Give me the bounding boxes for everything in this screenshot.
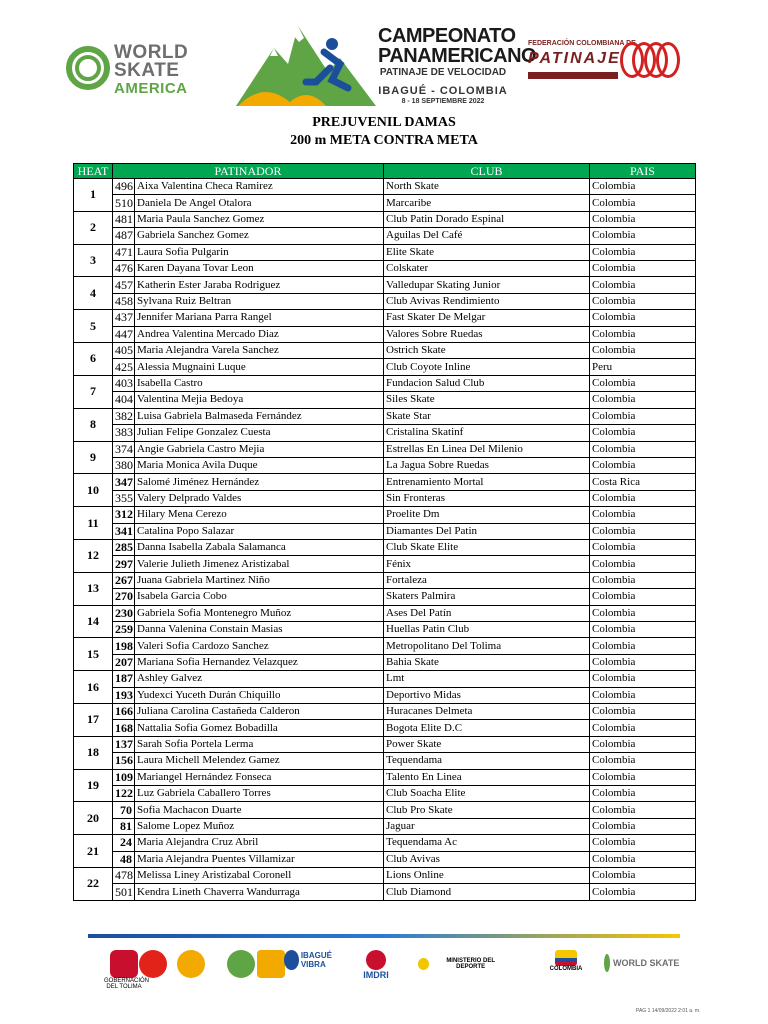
skater-number: 458 — [113, 293, 135, 309]
skater-name: Juana Gabriela Martinez Niño — [135, 572, 384, 588]
imdri-icon — [366, 950, 386, 970]
club-name: Skaters Palmira — [384, 589, 590, 605]
sponsor-logo — [256, 950, 286, 994]
skater-number: 122 — [113, 786, 135, 802]
ministerio-crest-icon — [418, 958, 429, 970]
skater-name: Maria Monica Avila Duque — [135, 457, 384, 473]
table-row — [74, 457, 696, 473]
table-row — [74, 261, 696, 277]
sponsor-icon — [139, 950, 167, 978]
table-row — [74, 507, 696, 523]
table-row — [74, 425, 696, 441]
table-row — [74, 884, 696, 900]
heat-number: 6 — [74, 343, 113, 376]
heat-number: 7 — [74, 375, 113, 408]
table-row — [74, 671, 696, 687]
table-row — [74, 654, 696, 670]
club-name: Club Patin Dorado Espinal — [384, 211, 590, 227]
skater-name: Danna Isabella Zabala Salamanca — [135, 539, 384, 555]
skater-name: Valerie Julieth Jimenez Aristizabal — [135, 556, 384, 572]
skater-name: Salome Lopez Muñoz — [135, 818, 384, 834]
race-title: 200 m META CONTRA META — [290, 133, 478, 148]
ibague-vibra-logo — [284, 950, 344, 994]
table-row — [74, 868, 696, 884]
club-name: Huracanes Delmeta — [384, 704, 590, 720]
skater-number: 471 — [113, 244, 135, 260]
club-name: Club Avivas Rendimiento — [384, 293, 590, 309]
heat-number: 8 — [74, 408, 113, 441]
country-name: Colombia — [590, 704, 696, 720]
page-header — [0, 0, 768, 112]
skater-number: 198 — [113, 638, 135, 654]
skater-number: 230 — [113, 605, 135, 621]
footer-logo-label: IBAGUÉ VIBRA — [300, 951, 332, 969]
club-name: Talento En Linea — [384, 769, 590, 785]
country-name: Colombia — [590, 687, 696, 703]
skater-number: 501 — [113, 884, 135, 900]
skater-name: Laura Michell Melendez Gamez — [135, 753, 384, 769]
country-name: Colombia — [590, 195, 696, 211]
skater-name: Andrea Valentina Mercado Diaz — [135, 326, 384, 342]
skater-number: 81 — [113, 818, 135, 834]
skater-name: Ashley Galvez — [135, 671, 384, 687]
footer-logo-label: IMDRI — [363, 970, 389, 980]
skater-number: 347 — [113, 474, 135, 490]
skater-number: 447 — [113, 326, 135, 342]
club-name: Club Coyote Inline — [384, 359, 590, 375]
table-row — [74, 359, 696, 375]
table-row — [74, 228, 696, 244]
skater-number: 510 — [113, 195, 135, 211]
table-row — [74, 326, 696, 342]
ministerio-deporte-logo — [418, 950, 508, 994]
skater-number: 267 — [113, 572, 135, 588]
skater-number: 404 — [113, 392, 135, 408]
club-name: Marcaribe — [384, 195, 590, 211]
sponsor-logo — [176, 950, 206, 994]
skater-name: Katherin Ester Jaraba Rodriguez — [135, 277, 384, 293]
heat-number: 5 — [74, 310, 113, 343]
skater-number: 380 — [113, 457, 135, 473]
skater-name: Valentina Mejia Bedoya — [135, 392, 384, 408]
wheel-icon — [656, 42, 680, 78]
skater-number: 168 — [113, 720, 135, 736]
club-name: Aguilas Del Café — [384, 228, 590, 244]
category-title: PREJUVENIL DAMAS — [312, 115, 456, 130]
club-name: Lmt — [384, 671, 590, 687]
heat-number: 1 — [74, 179, 113, 212]
crest-icon — [110, 950, 138, 978]
federation-stripe — [528, 72, 618, 79]
federation-patinaje: PATINAJE — [528, 50, 621, 67]
skater-number: 70 — [113, 802, 135, 818]
club-name: Ases Del Patín — [384, 605, 590, 621]
sponsor-icon — [257, 950, 285, 978]
table-row — [74, 769, 696, 785]
table-row — [74, 753, 696, 769]
country-name: Colombia — [590, 621, 696, 637]
country-name: Colombia — [590, 539, 696, 555]
column-header-heat: HEAT — [74, 164, 113, 179]
table-row — [74, 392, 696, 408]
heat-number: 3 — [74, 244, 113, 277]
country-name: Colombia — [590, 310, 696, 326]
skater-number: 187 — [113, 671, 135, 687]
table-row — [74, 523, 696, 539]
skater-number: 481 — [113, 211, 135, 227]
skater-name: Luisa Gabriela Balmaseda Fernández — [135, 408, 384, 424]
country-name: Colombia — [590, 720, 696, 736]
table-row — [74, 408, 696, 424]
country-name: Colombia — [590, 392, 696, 408]
skater-name: Salomé Jiménez Hernández — [135, 474, 384, 490]
skater-name: Sylvana Ruiz Beltran — [135, 293, 384, 309]
country-name: Colombia — [590, 343, 696, 359]
club-name: Tequendama — [384, 753, 590, 769]
table-row — [74, 277, 696, 293]
club-name: Tequendama Ac — [384, 835, 590, 851]
sponsor-logo — [226, 950, 256, 994]
country-name: Colombia — [590, 523, 696, 539]
table-row — [74, 720, 696, 736]
table-header-row — [74, 164, 696, 179]
country-name: Colombia — [590, 589, 696, 605]
skater-number: 297 — [113, 556, 135, 572]
club-name: Power Skate — [384, 736, 590, 752]
club-name: Club Diamond — [384, 884, 590, 900]
skater-name: Gabriela Sanchez Gomez — [135, 228, 384, 244]
country-name: Colombia — [590, 326, 696, 342]
club-name: Cristalina Skatinf — [384, 425, 590, 441]
skater-name: Valery Delprado Valdes — [135, 490, 384, 506]
table-row — [74, 802, 696, 818]
world-skate-ring-icon — [604, 954, 610, 972]
country-name: Colombia — [590, 408, 696, 424]
footer-logo-label: WORLD SKATE — [613, 958, 680, 968]
event-location: IBAGUÉ - COLOMBIA — [378, 85, 508, 97]
skater-number: 259 — [113, 621, 135, 637]
skater-name: Julian Felipe Gonzalez Cuesta — [135, 425, 384, 441]
skater-number: 341 — [113, 523, 135, 539]
table-row — [74, 687, 696, 703]
skater-name: Danna Valenina Constain Masias — [135, 621, 384, 637]
country-name: Colombia — [590, 228, 696, 244]
table-row — [74, 835, 696, 851]
club-name: Club Pro Skate — [384, 802, 590, 818]
table-row — [74, 293, 696, 309]
sponsor-logo — [138, 950, 168, 994]
footer-logo-label: COLOMBIA — [549, 966, 583, 972]
skater-name: Alessia Mugnaini Luque — [135, 359, 384, 375]
heat-number: 12 — [74, 539, 113, 572]
event-title-block — [378, 25, 537, 106]
skater-name: Maria Alejandra Varela Sanchez — [135, 343, 384, 359]
column-header-club: CLUB — [384, 164, 590, 179]
skater-number: 109 — [113, 769, 135, 785]
club-name: La Jagua Sobre Ruedas — [384, 457, 590, 473]
column-header-patinador: PATINADOR — [113, 164, 384, 179]
club-name: Sin Fronteras — [384, 490, 590, 506]
skater-name: Catalina Popo Salazar — [135, 523, 384, 539]
skater-name: Laura Sofia Pulgarin — [135, 244, 384, 260]
table-row — [74, 605, 696, 621]
heat-number: 17 — [74, 704, 113, 737]
document-titles — [0, 114, 768, 150]
federation-name: FEDERACIÓN COLOMBIANA DE — [528, 40, 636, 47]
country-name: Colombia — [590, 753, 696, 769]
heat-number: 19 — [74, 769, 113, 802]
skater-name: Jennifer Mariana Parra Rangel — [135, 310, 384, 326]
skater-name: Daniela De Angel Otalora — [135, 195, 384, 211]
heat-number: 4 — [74, 277, 113, 310]
imdri-logo — [356, 950, 396, 994]
table-row — [74, 211, 696, 227]
sponsor-footer — [88, 930, 680, 1010]
country-name: Colombia — [590, 884, 696, 900]
country-name: Colombia — [590, 375, 696, 391]
table-body — [74, 179, 696, 901]
footer-logo-label: MINISTERIO DEL DEPORTE — [446, 958, 495, 970]
country-name: Colombia — [590, 851, 696, 867]
skater-number: 383 — [113, 425, 135, 441]
country-name: Colombia — [590, 769, 696, 785]
club-name: Elite Skate — [384, 244, 590, 260]
club-name: Skate Star — [384, 408, 590, 424]
club-name: Huellas Patin Club — [384, 621, 590, 637]
club-name: Diamantes Del Patin — [384, 523, 590, 539]
skater-number: 355 — [113, 490, 135, 506]
country-name: Colombia — [590, 244, 696, 260]
heat-number: 21 — [74, 835, 113, 868]
skater-number: 270 — [113, 589, 135, 605]
skater-number: 478 — [113, 868, 135, 884]
heats-table — [73, 163, 696, 901]
skater-name: Isabela Garcia Cobo — [135, 589, 384, 605]
skater-name: Mariana Sofia Hernandez Velazquez — [135, 654, 384, 670]
heat-number: 15 — [74, 638, 113, 671]
skater-number: 403 — [113, 375, 135, 391]
club-name: Club Avivas — [384, 851, 590, 867]
skater-number: 24 — [113, 835, 135, 851]
skater-name: Karen Dayana Tovar Leon — [135, 261, 384, 277]
club-name: Bahia Skate — [384, 654, 590, 670]
club-name: Club Skate Elite — [384, 539, 590, 555]
table-row — [74, 638, 696, 654]
skater-number: 207 — [113, 654, 135, 670]
column-header-pais: PAIS — [590, 164, 696, 179]
country-name: Colombia — [590, 835, 696, 851]
table-row — [74, 441, 696, 457]
heat-number: 20 — [74, 802, 113, 835]
country-name: Colombia — [590, 179, 696, 195]
ibague-icon — [284, 950, 299, 970]
table-row — [74, 244, 696, 260]
country-name: Colombia — [590, 425, 696, 441]
table-row — [74, 818, 696, 834]
colombia-olympic-logo — [546, 950, 586, 994]
skater-number: 137 — [113, 736, 135, 752]
skater-name: Maria Alejandra Puentes Villamizar — [135, 851, 384, 867]
country-name: Colombia — [590, 786, 696, 802]
table-row — [74, 310, 696, 326]
heat-number: 2 — [74, 211, 113, 244]
skater-name: Mariangel Hernández Fonseca — [135, 769, 384, 785]
table-row — [74, 474, 696, 490]
club-name: Entrenamiento Mortal — [384, 474, 590, 490]
country-name: Colombia — [590, 277, 696, 293]
skater-number: 312 — [113, 507, 135, 523]
club-name: Siles Skate — [384, 392, 590, 408]
heat-number: 14 — [74, 605, 113, 638]
skater-name: Melissa Liney Aristizabal Coronell — [135, 868, 384, 884]
world-skate-america-logo — [66, 42, 216, 98]
club-name: Jaguar — [384, 818, 590, 834]
skater-number: 374 — [113, 441, 135, 457]
skater-number: 285 — [113, 539, 135, 555]
skater-name: Luz Gabriela Caballero Torres — [135, 786, 384, 802]
heat-number: 16 — [74, 671, 113, 704]
club-name: North Skate — [384, 179, 590, 195]
country-name: Costa Rica — [590, 474, 696, 490]
skater-name: Sarah Sofia Portela Lerma — [135, 736, 384, 752]
club-name: Club Soacha Elite — [384, 786, 590, 802]
country-name: Colombia — [590, 638, 696, 654]
skater-name: Angie Gabriela Castro Mejia — [135, 441, 384, 457]
skater-name: Sofia Machacon Duarte — [135, 802, 384, 818]
skater-number: 487 — [113, 228, 135, 244]
logo-text-line: SKATE — [114, 60, 180, 81]
skater-name: Isabella Castro — [135, 375, 384, 391]
skater-number: 156 — [113, 753, 135, 769]
skater-name: Valeri Sofia Cardozo Sanchez — [135, 638, 384, 654]
skater-name: Maria Paula Sanchez Gomez — [135, 211, 384, 227]
colombia-flag-icon — [555, 950, 577, 966]
country-name: Colombia — [590, 556, 696, 572]
event-discipline: PATINAJE DE VELOCIDAD — [379, 67, 507, 78]
skater-name: Juliana Carolina Castañeda Calderon — [135, 704, 384, 720]
country-name: Colombia — [590, 572, 696, 588]
table-row — [74, 375, 696, 391]
club-name: Fast Skater De Melgar — [384, 310, 590, 326]
table-row — [74, 572, 696, 588]
skater-number: 193 — [113, 687, 135, 703]
skater-name: Aixa Valentina Checa Ramirez — [135, 179, 384, 195]
table-row — [74, 490, 696, 506]
club-name: Fénix — [384, 556, 590, 572]
table-row — [74, 195, 696, 211]
country-name: Colombia — [590, 490, 696, 506]
club-name: Proelite Dm — [384, 507, 590, 523]
event-title-line1: CAMPEONATO — [378, 25, 516, 47]
country-name: Colombia — [590, 457, 696, 473]
skater-number: 476 — [113, 261, 135, 277]
heat-number: 13 — [74, 572, 113, 605]
skater-name: Nattalia Sofia Gomez Bobadilla — [135, 720, 384, 736]
skater-number: 457 — [113, 277, 135, 293]
skater-number: 382 — [113, 408, 135, 424]
event-title-line2: PANAMERICANO — [378, 45, 537, 67]
skater-name: Gabriela Sofia Montenegro Muñoz — [135, 605, 384, 621]
table-row — [74, 786, 696, 802]
event-mountain-skater-logo — [236, 18, 376, 108]
heat-number: 10 — [74, 474, 113, 507]
heat-number: 18 — [74, 736, 113, 769]
footer-color-bar — [88, 934, 680, 938]
event-dates: 8 - 18 SEPTIEMBRE 2022 — [401, 98, 485, 105]
heat-number: 9 — [74, 441, 113, 474]
heat-number: 22 — [74, 868, 113, 901]
world-skate-inner-ring-icon — [75, 55, 101, 81]
skater-name: Kendra Lineth Chaverra Wandurraga — [135, 884, 384, 900]
country-name: Colombia — [590, 818, 696, 834]
club-name: Valores Sobre Ruedas — [384, 326, 590, 342]
club-name: Fortaleza — [384, 572, 590, 588]
skater-name: Hilary Mena Cerezo — [135, 507, 384, 523]
table-row — [74, 589, 696, 605]
club-name: Deportivo Midas — [384, 687, 590, 703]
country-name: Colombia — [590, 441, 696, 457]
country-name: Colombia — [590, 507, 696, 523]
club-name: Estrellas En Linea Del Milenio — [384, 441, 590, 457]
country-name: Colombia — [590, 211, 696, 227]
table-row — [74, 556, 696, 572]
table-row — [74, 179, 696, 195]
country-name: Colombia — [590, 671, 696, 687]
club-name: Fundacion Salud Club — [384, 375, 590, 391]
table-row — [74, 736, 696, 752]
skater-number: 496 — [113, 179, 135, 195]
skater-number: 425 — [113, 359, 135, 375]
skater-name: Maria Alejandra Cruz Abril — [135, 835, 384, 851]
heat-number: 11 — [74, 507, 113, 540]
skater-number: 405 — [113, 343, 135, 359]
country-name: Colombia — [590, 868, 696, 884]
sponsor-icon — [177, 950, 205, 978]
country-name: Colombia — [590, 654, 696, 670]
country-name: Colombia — [590, 605, 696, 621]
skater-number: 166 — [113, 704, 135, 720]
table-row — [74, 621, 696, 637]
table-row — [74, 704, 696, 720]
federation-logo — [528, 40, 708, 96]
country-name: Colombia — [590, 802, 696, 818]
country-name: Colombia — [590, 736, 696, 752]
sponsor-icon — [227, 950, 255, 978]
club-name: Lions Online — [384, 868, 590, 884]
skater-number: 48 — [113, 851, 135, 867]
table-row — [74, 343, 696, 359]
club-name: Valledupar Skating Junior — [384, 277, 590, 293]
footer-logo-label: GOBERNACIÓN DEL TOLIMA — [104, 978, 150, 990]
club-name: Metropolitano Del Tolima — [384, 638, 590, 654]
country-name: Colombia — [590, 261, 696, 277]
club-name: Bogota Elite D.C — [384, 720, 590, 736]
page-note: PAG 1 14/09/2022 2:01 a. m. — [636, 1008, 701, 1014]
skater-number: 437 — [113, 310, 135, 326]
club-name: Ostrich Skate — [384, 343, 590, 359]
country-name: Colombia — [590, 293, 696, 309]
skater-name: Yudexci Yuceth Durán Chiquillo — [135, 687, 384, 703]
logo-text-line: WORLD — [114, 42, 189, 63]
world-skate-footer-logo — [604, 950, 680, 994]
table-row — [74, 851, 696, 867]
club-name: Colskater — [384, 261, 590, 277]
table-row — [74, 539, 696, 555]
country-name: Peru — [590, 359, 696, 375]
logo-text-line: AMERICA — [114, 80, 188, 97]
